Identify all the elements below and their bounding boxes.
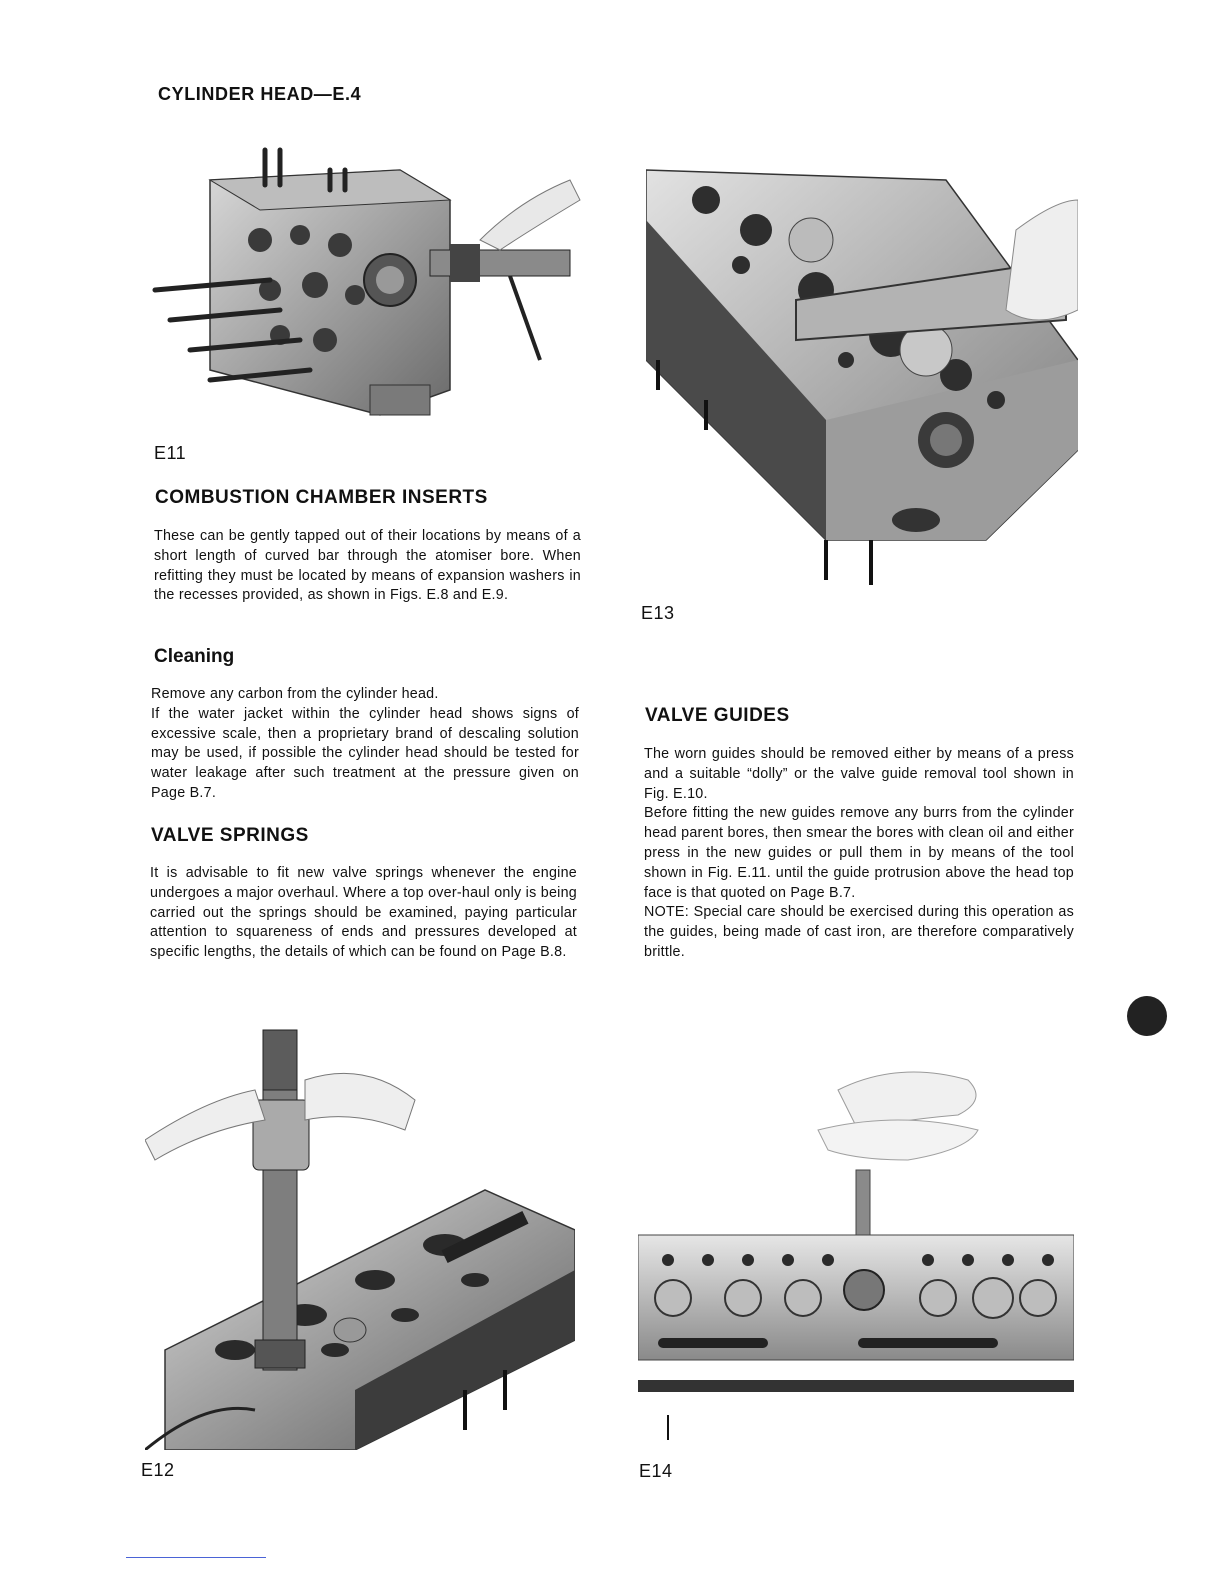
combustion-body-text: These can be gently tapped out of their locations by means of a short length of curved bar through the atomiser bore. When refitting they must be located by means of expansion washers in the recesses provided, as shown in Figs. E.8 and E.9. bbox=[154, 528, 581, 604]
valve-guides-text-1: The worn guides should be removed either by means of a press and a suitable “dolly” or the valve guide removal tool shown in Fig. E.10. bbox=[644, 746, 1074, 802]
footnote-rule bbox=[126, 1557, 266, 1558]
paragraph-cleaning bbox=[151, 685, 579, 804]
figure-e11-caption: E11 bbox=[154, 443, 187, 463]
valve-guides-text-2: Before fitting the new guides remove any burrs from the cylinder head parent bores, then smear the bores with clean oil and either press in the new guides or pull them in by means of the tool shown in Fig. E.11. until the guide protrusion above the head top face is that quoted on Page B.7. bbox=[644, 805, 1074, 901]
margin-bullet-dot bbox=[1127, 996, 1167, 1036]
page-title: CYLINDER HEAD—E.4 bbox=[158, 84, 362, 104]
cleaning-text-1: Remove any carbon from the cylinder head. bbox=[151, 686, 439, 702]
heading-combustion-chamber-inserts: COMBUSTION CHAMBER INSERTS bbox=[155, 487, 488, 508]
figure-e13-caption: E13 bbox=[641, 603, 675, 623]
heading-valve-springs: VALVE SPRINGS bbox=[151, 825, 309, 846]
figure-e11-photo bbox=[150, 140, 590, 420]
heading-cleaning: Cleaning bbox=[154, 646, 235, 667]
figure-e12-photo bbox=[145, 1010, 575, 1450]
valve-springs-body-text: It is advisable to fit new valve springs whenever the engine undergoes a major overhaul. Where a top over-haul only is being carried out the springs should be examined, paying particular attention to squareness of ends and pressures developed at specific lengths, the details of which can be found on Page B.8. bbox=[150, 865, 577, 961]
figure-e14-photo bbox=[638, 1020, 1074, 1440]
paragraph-valve-springs bbox=[150, 864, 577, 963]
heading-valve-guides: VALVE GUIDES bbox=[645, 705, 790, 726]
cleaning-text-2: If the water jacket within the cylinder head shows signs of excessive scale, then a proprietary brand of descaling solution may be used, if possible the cylinder head should be tested for water leakage after such treatment at the pressure given on Page B.7. bbox=[151, 705, 579, 801]
paragraph-valve-guides bbox=[644, 745, 1074, 963]
figure-e14-caption: E14 bbox=[639, 1461, 673, 1481]
valve-guides-text-3: NOTE: Special care should be exercised during this operation as the guides, being made of cast iron, are therefore comparatively brittle. bbox=[644, 904, 1074, 960]
figure-e13-photo bbox=[646, 160, 1078, 590]
figure-e12-caption: E12 bbox=[141, 1460, 175, 1480]
paragraph-combustion-chamber-inserts bbox=[154, 527, 581, 606]
